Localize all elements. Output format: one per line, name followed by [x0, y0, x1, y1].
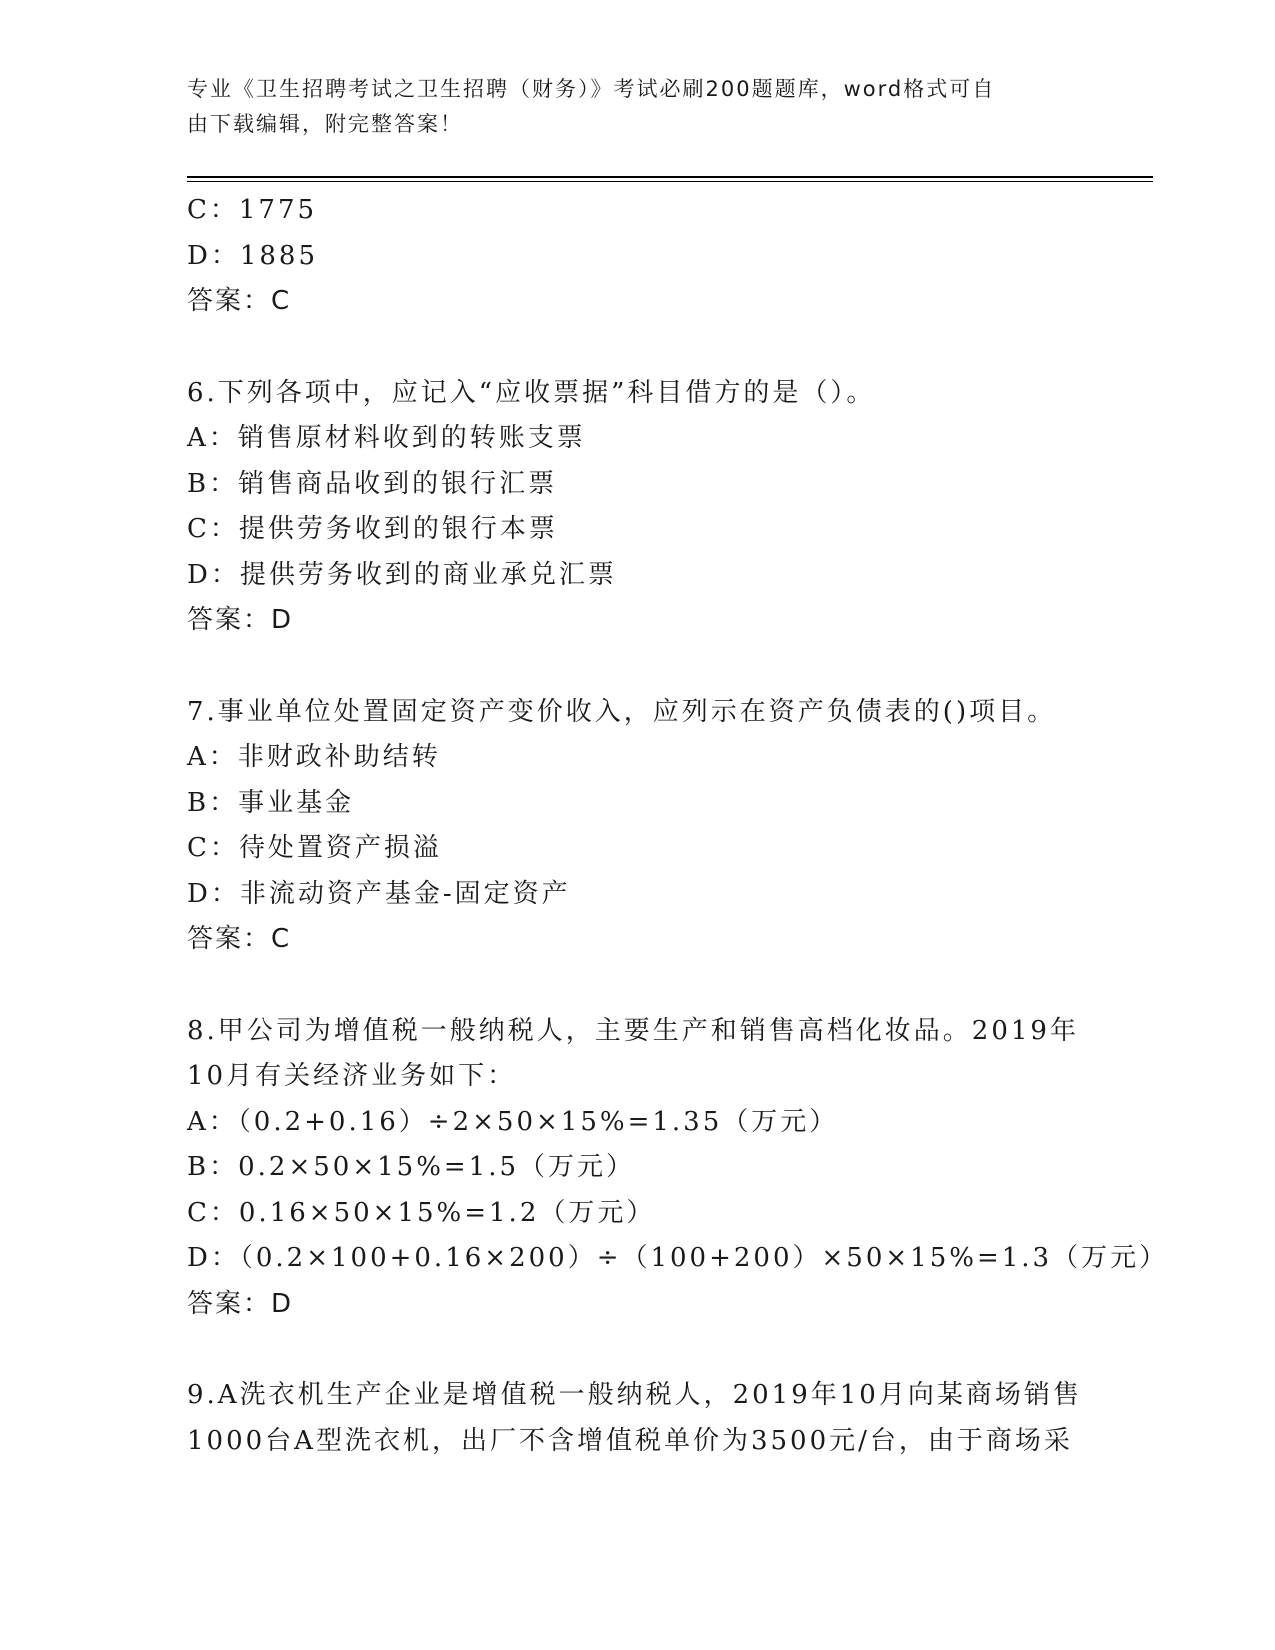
question-stem-line-1: 8.甲公司为增值税一般纳税人，主要生产和销售高档化妆品。2019年 — [187, 1015, 1079, 1046]
answer: 答案：C — [187, 286, 292, 316]
header-title-line-2: 由下载编辑，附完整答案！ — [187, 112, 463, 136]
option-d: D：非流动资产基金-固定资产 — [187, 878, 571, 909]
option-a: A：（0.2+0.16）÷2×50×15%=1.35（万元） — [187, 1106, 839, 1137]
question-6 — [187, 371, 1087, 644]
question-list — [187, 188, 1169, 1464]
option-b: B：0.2×50×15%=1.5（万元） — [187, 1152, 636, 1182]
option-b: B：事业基金 — [187, 787, 355, 818]
question-8 — [187, 1009, 1169, 1328]
question-stem: 7.事业单位处置固定资产变价收入，应列示在资产负债表的()项目。 — [187, 696, 1057, 727]
header-divider-thick — [187, 176, 1153, 178]
option-b: B：销售商品收到的银行汇票 — [187, 468, 558, 499]
answer: 答案：D — [187, 605, 294, 635]
question-7 — [187, 690, 1087, 963]
option-d: D：（0.2×100+0.16×200）÷（100+200）×50×15%=1.3（万元） — [187, 1243, 1169, 1273]
answer: 答案：D — [187, 1288, 294, 1319]
question-stem-line-1: 9.A洗衣机生产企业是增值税一般纳税人，2019年10月向某商场销售 — [187, 1380, 1082, 1410]
option-a: A：销售原材料收到的转账支票 — [187, 423, 586, 453]
option-c: C：0.16×50×15%=1.2（万元） — [187, 1197, 656, 1228]
question-stem: 6.下列各项中，应记入“应收票据”科目借方的是（）。 — [187, 377, 876, 408]
option-d: D：提供劳务收到的商业承兑汇票 — [187, 559, 617, 590]
question-5-tail — [187, 188, 1087, 325]
option-a: A：非财政补助结转 — [187, 742, 441, 772]
question-stem-line-2: 10月有关经济业务如下： — [187, 1061, 517, 1091]
document-header — [187, 72, 1067, 142]
option-d: D：1885 — [187, 240, 319, 271]
question-stem-line-2: 1000台A型洗衣机，出厂不含增值税单价为3500元/台，由于商场采 — [187, 1425, 1073, 1456]
option-c: C：待处置资产损溢 — [187, 833, 442, 863]
header-divider-thin — [187, 181, 1153, 182]
header-title-line-1: 专业《卫生招聘考试之卫生招聘（财务）》考试必刷200题题库，word格式可自 — [187, 77, 996, 101]
answer: 答案：C — [187, 924, 292, 954]
option-c: C：1775 — [187, 195, 318, 225]
option-c: C：提供劳务收到的银行本票 — [187, 514, 558, 544]
question-9 — [187, 1373, 1087, 1464]
